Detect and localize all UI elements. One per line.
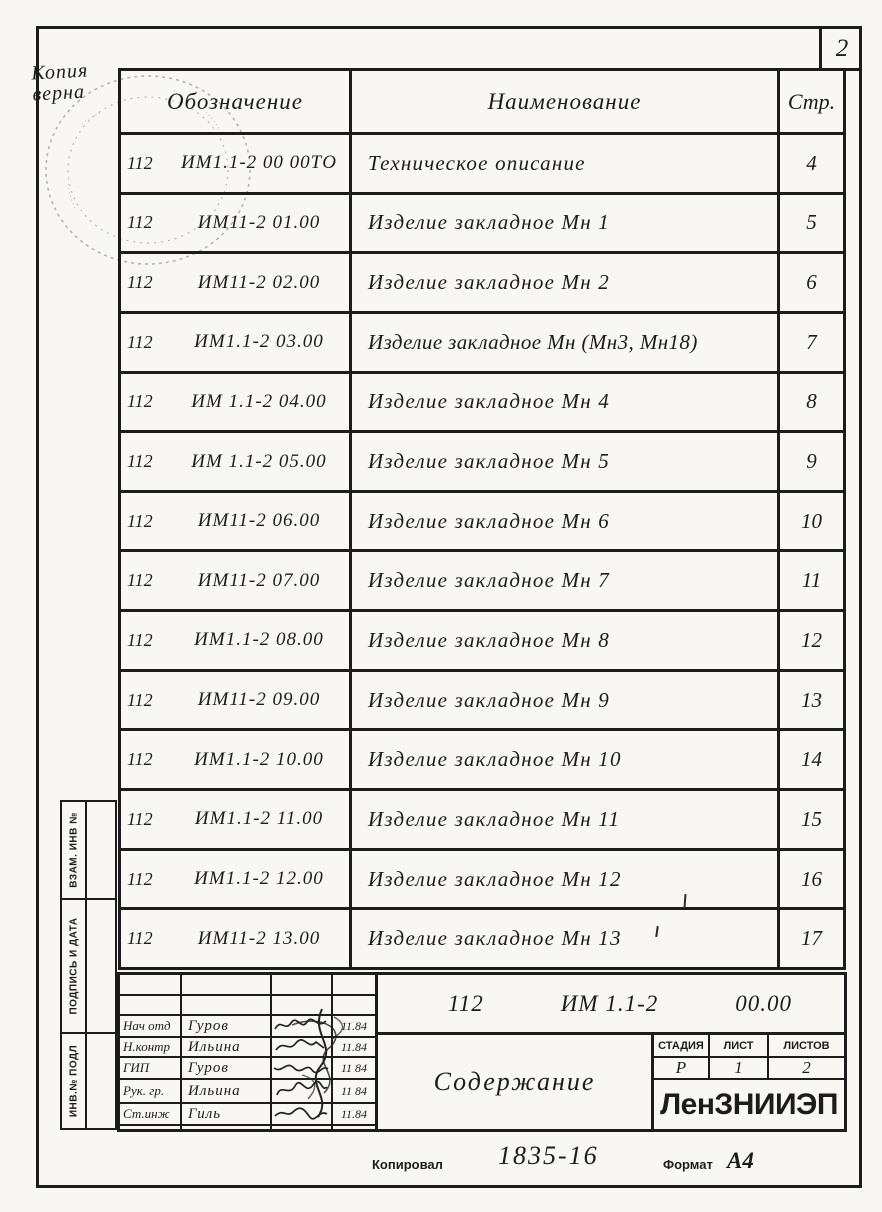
table-row — [121, 672, 843, 732]
designation: ИМ11-2 02.00 — [197, 271, 321, 293]
item-name: Изделие закладное Мн 11 — [352, 791, 780, 848]
org-code: 112 — [127, 331, 153, 352]
header-designation: Обозначение — [121, 71, 352, 132]
organization-name: ЛенЗНИИЭП — [660, 1087, 838, 1121]
org-code: 112 — [127, 808, 153, 829]
item-name: Изделие закладное Мн 2 — [352, 254, 780, 311]
page-number: 15 — [801, 806, 822, 831]
date-cell — [333, 1126, 375, 1129]
header-page: Стр. — [787, 88, 836, 114]
item-name: Изделие закладное Мн 8 — [352, 612, 780, 669]
name-cell: Ильина — [182, 1080, 272, 1102]
table-header-row — [121, 71, 843, 135]
signature-cell — [272, 1126, 333, 1129]
item-name: Изделие закладное Мн 5 — [352, 433, 780, 490]
sheets-label: ЛИСТОВ — [783, 1039, 830, 1052]
designation: ИМ1.1-2 00 00ТО — [181, 152, 337, 174]
designation: ИМ 1.1-2 04.00 — [191, 390, 327, 412]
left-margin-boxes — [60, 800, 117, 1130]
margin-box-vzam-inv — [60, 800, 117, 898]
page-number: 6 — [806, 270, 817, 295]
doc-code: ИМ 1.1-2 — [560, 990, 659, 1016]
table-row — [121, 791, 843, 851]
table-row — [121, 493, 843, 553]
header-name: Наименование — [352, 71, 780, 132]
page-number: 11 — [801, 568, 822, 593]
name-cell — [182, 1126, 272, 1129]
role-cell: ГИП — [120, 1058, 182, 1078]
item-name: Изделие закладное Мн 12 — [352, 851, 780, 908]
org-code: 112 — [127, 391, 153, 412]
order-number: 1835-16 — [498, 1141, 599, 1170]
item-name: Изделие закладное Мн 6 — [352, 493, 780, 550]
table-row — [121, 612, 843, 672]
org-code: 112 — [127, 510, 153, 531]
margin-box-blank — [87, 900, 115, 1032]
page-number: 7 — [806, 329, 817, 354]
designation: ИМ11-2 09.00 — [197, 689, 321, 711]
designation: ИМ 1.1-2 05.00 — [191, 450, 327, 472]
sheet-number-box — [819, 29, 862, 71]
page-number: 12 — [801, 627, 822, 652]
name-cell: Ильина — [182, 1038, 272, 1056]
copied-by-label: Копировал — [372, 1157, 443, 1172]
sheets-value: 2 — [802, 1058, 811, 1077]
stage-header-row — [654, 1035, 844, 1058]
designation: ИМ1.1-2 08.00 — [194, 629, 324, 651]
document-designation-row — [378, 975, 844, 1035]
page-number: 10 — [801, 508, 822, 533]
copy-note-line1: Копия — [30, 59, 89, 85]
title-block-right — [378, 975, 844, 1129]
table-of-contents — [118, 68, 846, 970]
role-cell — [120, 1126, 182, 1129]
table-row — [121, 254, 843, 314]
margin-box-inv-podl — [60, 1032, 117, 1130]
page-number: 4 — [806, 150, 817, 175]
designation: ИМ1.1-2 10.00 — [194, 748, 324, 770]
date-cell: 11.84 — [340, 1106, 368, 1121]
role-cell — [120, 996, 182, 1014]
margin-box-blank — [87, 802, 115, 898]
name-cell — [182, 975, 272, 994]
item-name: Техническое описание — [352, 135, 780, 192]
date-cell: 11 84 — [340, 1083, 368, 1098]
org-code: 112 — [127, 451, 153, 472]
sheet-label: ЛИСТ — [710, 1035, 769, 1056]
item-name: Изделие закладное Мн 1 — [352, 195, 780, 252]
margin-box-blank — [87, 1034, 115, 1128]
margin-box-label-cell — [62, 900, 87, 1032]
item-name: Изделие закладное Мн 7 — [352, 552, 780, 609]
page-number: 13 — [801, 687, 822, 712]
page-number: 8 — [806, 389, 817, 414]
designation: ИМ11-2 06.00 — [197, 510, 321, 532]
org-code: 112 — [127, 749, 153, 770]
signature-row-empty — [120, 1126, 375, 1129]
designation: ИМ11-2 13.00 — [197, 927, 321, 949]
name-cell — [182, 996, 272, 1014]
margin-label: ПОДПИСЬ И ДАТА — [68, 917, 79, 1015]
org-code: 112 — [127, 868, 153, 889]
doc-suffix: 00.00 — [735, 990, 792, 1016]
table-row — [121, 433, 843, 493]
role-cell: Рук. гр. — [120, 1080, 182, 1102]
name-cell: Гуров — [182, 1016, 272, 1036]
table-row — [121, 314, 843, 374]
org-code: 112 — [127, 629, 153, 650]
sheet-value: 1 — [710, 1058, 769, 1078]
margin-label: ВЗАМ. ИНВ № — [68, 812, 79, 888]
designation: ИМ1.1-2 12.00 — [194, 868, 324, 889]
role-cell: Ст.инж — [120, 1104, 182, 1124]
table-row — [121, 135, 843, 195]
designation: ИМ1.1-2 03.00 — [194, 331, 324, 353]
role-cell: Н.контр — [120, 1038, 182, 1056]
org-code: 112 — [127, 152, 153, 173]
copy-note-line2: верна — [31, 80, 86, 106]
designation: ИМ11-2 07.00 — [197, 569, 321, 591]
format-label: Формат — [663, 1157, 713, 1172]
stage-sheet-block — [654, 1035, 844, 1129]
margin-box-podpis-data — [60, 898, 117, 1032]
margin-box-label-cell — [62, 1034, 87, 1128]
role-cell: Нач отд — [120, 1016, 182, 1036]
signature-row-empty — [120, 975, 375, 996]
stage-value: Р — [654, 1058, 710, 1078]
table-row — [121, 552, 843, 612]
table-row — [121, 851, 843, 911]
document-title: Содержание — [378, 1035, 654, 1129]
date-cell: 11 84 — [340, 1060, 368, 1075]
date-cell — [333, 975, 375, 994]
stage-values-row — [654, 1058, 844, 1080]
page-number: 14 — [801, 747, 822, 772]
org-code: 112 — [127, 272, 153, 293]
item-name: Изделие закладное Мн 10 — [352, 731, 780, 788]
table-row — [121, 374, 843, 434]
org-code: 112 — [127, 570, 153, 591]
date-cell: 11.84 — [340, 1018, 368, 1033]
doc-org: 112 — [448, 990, 484, 1016]
signature-cell — [272, 975, 333, 994]
item-name: Изделие закладное Мн (Мн3, Мн18) — [352, 314, 780, 371]
org-code: 112 — [127, 689, 153, 710]
designation: ИМ11-2 01.00 — [197, 211, 321, 233]
page-number: 9 — [806, 449, 817, 474]
org-code: 112 — [127, 212, 153, 233]
org-code: 112 — [127, 928, 153, 949]
page-number: 16 — [801, 866, 822, 891]
signature-scribble-overlay — [272, 1005, 376, 1123]
page-number: 17 — [801, 926, 822, 951]
table-row — [121, 195, 843, 255]
table-row — [121, 731, 843, 791]
margin-label: ИНВ.№ ПОДЛ — [68, 1044, 79, 1118]
role-cell — [120, 975, 182, 994]
item-name: Изделие закладное Мн 4 — [352, 374, 780, 431]
page-number: 5 — [806, 210, 817, 235]
title-block-bottom — [378, 1035, 844, 1129]
title-block — [117, 972, 847, 1132]
sheet-number: 2 — [835, 34, 849, 62]
name-cell: Гуров — [182, 1058, 272, 1078]
stage-label: СТАДИЯ — [654, 1035, 710, 1056]
date-cell: 11.84 — [340, 1039, 368, 1054]
table-row — [121, 910, 843, 967]
name-cell: Гиль — [182, 1104, 272, 1124]
format-value: А4 — [727, 1148, 754, 1173]
item-name: Изделие закладное Мн 9 — [352, 672, 780, 729]
margin-box-label-cell — [62, 802, 87, 898]
item-name: Изделие закладное Мн 13 — [352, 910, 780, 967]
designation: ИМ1.1-2 11.00 — [194, 808, 324, 830]
